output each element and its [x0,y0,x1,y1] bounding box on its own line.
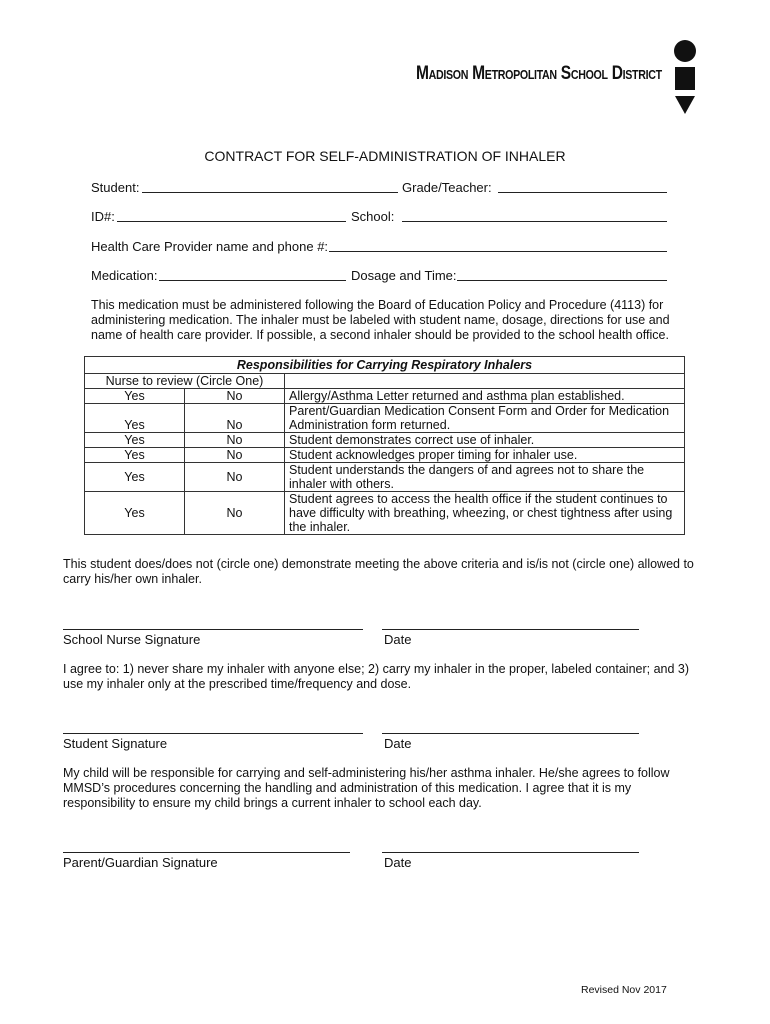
parent-signature-label: Parent/Guardian Signature [63,855,218,870]
criterion-text: Allergy/Asthma Letter returned and asthma plan established. [285,389,685,404]
student-field[interactable] [142,192,398,193]
provider-field[interactable] [329,251,667,252]
table-row [85,389,685,404]
student-signature-line[interactable] [63,733,363,734]
yes-option[interactable]: Yes [85,389,185,404]
yes-option[interactable]: Yes [85,463,185,492]
nurse-signature-label: School Nurse Signature [63,632,201,647]
nurse-date-label: Date [384,632,412,647]
criterion-text: Student acknowledges proper timing for inhaler use. [285,448,685,463]
parent-statement: My child will be responsible for carrying and self-administering his/her asthma inhaler. He/she agrees to follow MMSD’s procedures concerning the handling and administration of this medication. I agree that it is my responsibility to ensure my child brings a current inhaler to school each day. [63,766,670,810]
student-date-line[interactable] [382,733,639,734]
yes-option[interactable]: Yes [85,448,185,463]
grade-teacher-label: Grade/Teacher: [402,180,492,195]
no-option[interactable]: No [185,389,285,404]
review-header: Nurse to review (Circle One) [85,374,285,389]
table-row [85,404,685,433]
grade-teacher-field[interactable] [498,192,667,193]
provider-label: Health Care Provider name and phone #: [91,239,329,254]
student-signature-label: Student Signature [63,736,168,751]
table-title: Responsibilities for Carrying Respiratory Inhalers [85,357,685,374]
yes-option[interactable]: Yes [85,404,185,433]
nurse-signature-line[interactable] [63,629,363,630]
student-label: Student: [91,180,140,195]
no-option[interactable]: No [185,492,285,535]
student-agreement: I agree to: 1) never share my inhaler with anyone else; 2) carry my inhaler in the proper, labeled container; and 3) use my inhaler only at the prescribed time/frequency and dose. [63,662,690,691]
id-field[interactable] [117,221,346,222]
table-row [85,448,685,463]
school-label: School: [351,209,395,224]
criteria-statement: This student does/does not (circle one) demonstrate meeting the above criteria and is/is not (circle one) allowed to carry his/her own inhaler. [63,557,694,586]
revision-note: Revised Nov 2017 [581,984,667,996]
no-option[interactable]: No [185,448,285,463]
medication-field[interactable] [159,280,346,281]
no-option[interactable]: No [185,433,285,448]
dosage-label: Dosage and Time: [351,268,457,283]
intro-paragraph: This medication must be administered following the Board of Education Policy and Procedure (4113) for administering medication. The inhaler must be labeled with student name, dosage, directions for use and name of health care provider. If possible, a second inhaler should be provided to the school health office. [91,298,670,342]
responsibilities-table [84,356,685,535]
parent-date-line[interactable] [382,852,639,853]
school-field[interactable] [402,221,667,222]
criterion-text: Parent/Guardian Medication Consent Form and Order for Medication Administration form returned. [285,404,685,433]
yes-option[interactable]: Yes [85,492,185,535]
parent-date-label: Date [384,855,412,870]
yes-option[interactable]: Yes [85,433,185,448]
no-option[interactable]: No [185,404,285,433]
district-logo-icon [672,40,698,116]
dosage-field[interactable] [457,280,667,281]
table-row [85,433,685,448]
district-name: Madison Metropolitan School District [416,63,662,84]
nurse-date-line[interactable] [382,629,639,630]
parent-signature-line[interactable] [63,852,350,853]
id-label: ID#: [91,209,115,224]
table-row [85,463,685,492]
criterion-text: Student demonstrates correct use of inhaler. [285,433,685,448]
form-title: CONTRACT FOR SELF-ADMINISTRATION OF INHALER [204,148,566,164]
table-row [85,492,685,535]
student-date-label: Date [384,736,412,751]
medication-label: Medication: [91,268,158,283]
no-option[interactable]: No [185,463,285,492]
criterion-text: Student agrees to access the health office if the student continues to have difficulty with breathing, wheezing, or chest tightness after using the inhaler. [285,492,685,535]
criterion-text: Student understands the dangers of and agrees not to share the inhaler with others. [285,463,685,492]
